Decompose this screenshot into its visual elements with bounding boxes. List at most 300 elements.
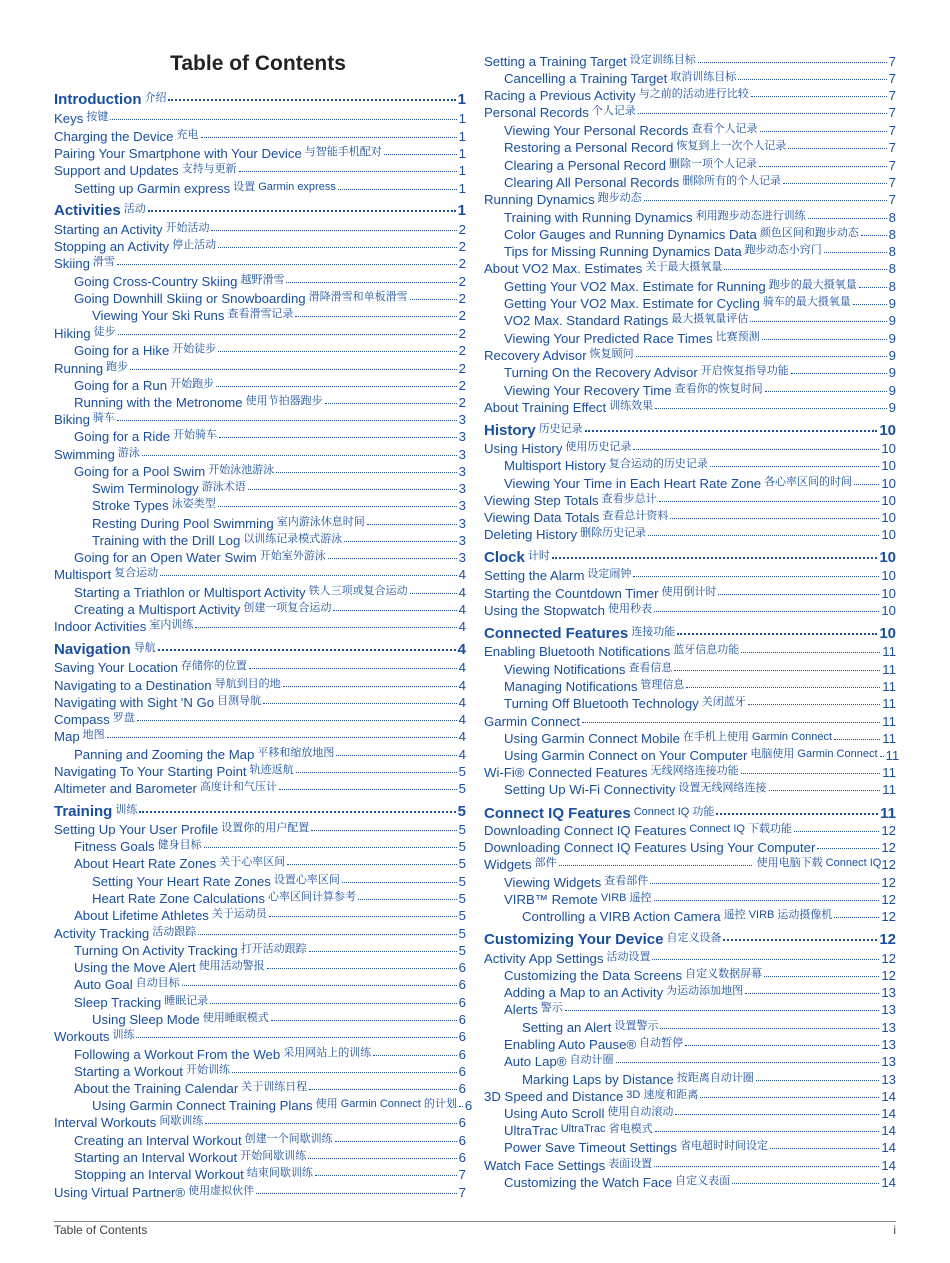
toc-entry[interactable] bbox=[484, 243, 896, 260]
toc-entry[interactable] bbox=[54, 942, 466, 959]
toc-entry-title: Navigating with Sight 'N Go bbox=[54, 695, 215, 710]
dot-leader bbox=[198, 934, 456, 935]
toc-entry[interactable] bbox=[484, 764, 896, 781]
toc-page-number: 3 bbox=[458, 481, 466, 496]
toc-entry[interactable] bbox=[484, 822, 896, 839]
toc-entry[interactable] bbox=[484, 1088, 896, 1105]
dot-leader bbox=[582, 722, 880, 723]
toc-entry[interactable] bbox=[54, 255, 466, 272]
dot-leader bbox=[644, 200, 887, 201]
toc-entry[interactable] bbox=[54, 428, 466, 445]
dot-leader bbox=[654, 900, 880, 901]
toc-page-number: 8 bbox=[888, 279, 896, 294]
toc-entry[interactable] bbox=[484, 53, 896, 70]
toc-entry[interactable] bbox=[54, 342, 466, 359]
toc-entry-title: Personal Records bbox=[484, 105, 589, 120]
dot-leader bbox=[283, 686, 457, 687]
toc-page-number: 5 bbox=[458, 874, 466, 889]
toc-entry-translation: 训练效果 bbox=[609, 400, 654, 412]
toc-entry-title: Stopping an Interval Workout bbox=[74, 1167, 244, 1182]
toc-page-number: 1 bbox=[457, 202, 466, 219]
toc-entry[interactable] bbox=[54, 480, 466, 497]
toc-entry-translation: 历史记录 bbox=[538, 423, 583, 435]
dot-leader bbox=[263, 703, 457, 704]
toc-entry[interactable] bbox=[484, 87, 896, 104]
toc-entry-title: Going for a Pool Swim bbox=[74, 464, 206, 479]
toc-entry-title: Watch Face Settings bbox=[484, 1158, 606, 1173]
toc-entry[interactable] bbox=[484, 567, 896, 584]
toc-entry[interactable] bbox=[54, 1080, 466, 1097]
toc-entry[interactable] bbox=[484, 399, 896, 416]
toc-page-number: 14 bbox=[881, 1089, 896, 1104]
toc-entry-title: Swim Terminology bbox=[92, 481, 199, 496]
toc-page-number: 6 bbox=[458, 1012, 466, 1027]
toc-entry[interactable] bbox=[484, 730, 896, 747]
toc-page-number: 11 bbox=[882, 696, 896, 711]
toc-entry[interactable] bbox=[484, 209, 896, 226]
toc-entry[interactable] bbox=[484, 602, 896, 619]
toc-entry-title: Swimming bbox=[54, 447, 115, 462]
toc-entry-title: Using the Move Alert bbox=[74, 960, 196, 975]
toc-entry[interactable] bbox=[54, 728, 466, 745]
toc-entry[interactable] bbox=[484, 104, 896, 121]
toc-page-number: 5 bbox=[458, 822, 466, 837]
toc-entry[interactable] bbox=[484, 661, 896, 678]
toc-entry[interactable] bbox=[54, 394, 466, 411]
toc-entry-title: Compass bbox=[54, 712, 110, 727]
toc-entry[interactable] bbox=[484, 157, 896, 174]
dot-leader bbox=[732, 1183, 879, 1184]
toc-section-heading[interactable] bbox=[54, 201, 466, 221]
toc-entry-title: Alerts bbox=[504, 1002, 538, 1017]
toc-page-number: 10 bbox=[881, 586, 896, 601]
toc-page-number: 5 bbox=[458, 839, 466, 854]
toc-entry[interactable] bbox=[54, 463, 466, 480]
toc-entry-title: Connect IQ Features bbox=[484, 805, 631, 822]
toc-section-heading[interactable] bbox=[484, 421, 896, 441]
toc-entry-translation: 徒步 bbox=[93, 326, 116, 338]
toc-page-number: 8 bbox=[888, 227, 896, 242]
toc-page-number: 12 bbox=[881, 909, 896, 924]
toc-entry-translation: 平移和缩放地图 bbox=[257, 747, 335, 759]
toc-section-heading[interactable] bbox=[54, 90, 466, 110]
dot-leader bbox=[638, 113, 887, 114]
toc-entry[interactable] bbox=[484, 781, 896, 798]
dot-leader bbox=[311, 830, 456, 831]
toc-entry[interactable] bbox=[484, 839, 896, 856]
toc-entry[interactable] bbox=[54, 566, 466, 583]
toc-page-number: 13 bbox=[881, 1037, 896, 1052]
toc-entry[interactable] bbox=[484, 984, 896, 1001]
toc-entry-title: Controlling a VIRB Action Camera bbox=[522, 909, 721, 924]
toc-entry-translation: 使用节拍器跑步 bbox=[245, 395, 323, 407]
toc-entry-translation: 地图 bbox=[82, 729, 105, 741]
toc-entry-translation: 活动 bbox=[123, 203, 146, 215]
toc-entry-translation: 按距离自动计圈 bbox=[676, 1072, 754, 1084]
toc-entry[interactable] bbox=[484, 678, 896, 695]
toc-entry[interactable] bbox=[484, 509, 896, 526]
dot-leader bbox=[459, 1106, 463, 1107]
toc-entry[interactable] bbox=[484, 908, 896, 925]
toc-entry[interactable] bbox=[54, 618, 466, 635]
dot-leader bbox=[117, 420, 457, 421]
toc-section-heading[interactable] bbox=[484, 930, 896, 950]
toc-entry-title: Managing Notifications bbox=[504, 679, 638, 694]
toc-entry-translation: 删除历史记录 bbox=[580, 527, 647, 539]
dot-leader bbox=[130, 369, 457, 370]
toc-entry[interactable] bbox=[484, 1001, 896, 1018]
toc-entry[interactable] bbox=[54, 549, 466, 566]
toc-entry-title: Map bbox=[54, 729, 80, 744]
toc-entry[interactable] bbox=[54, 515, 466, 532]
toc-entry[interactable] bbox=[484, 1105, 896, 1122]
toc-entry-translation: 最大摄氧量评估 bbox=[671, 313, 749, 325]
toc-entry[interactable] bbox=[54, 1046, 466, 1063]
dot-leader bbox=[718, 594, 879, 595]
toc-entry-title: Viewing Your Predicted Race Times bbox=[504, 331, 713, 346]
toc-entry[interactable] bbox=[484, 1036, 896, 1053]
dot-leader bbox=[335, 1141, 457, 1142]
toc-entry-translation: 使用虚拟伙伴 bbox=[188, 1185, 255, 1197]
toc-entry[interactable] bbox=[484, 1174, 896, 1191]
toc-entry[interactable] bbox=[484, 1122, 896, 1139]
toc-section-heading[interactable] bbox=[484, 624, 896, 644]
toc-entry[interactable] bbox=[54, 145, 466, 162]
dot-leader bbox=[633, 576, 879, 577]
toc-entry[interactable] bbox=[484, 585, 896, 602]
dot-leader bbox=[201, 137, 457, 138]
toc-entry-translation: 无线网络连接功能 bbox=[650, 765, 739, 777]
dot-leader bbox=[861, 235, 887, 236]
toc-entry[interactable] bbox=[54, 497, 466, 514]
toc-entry[interactable] bbox=[54, 873, 466, 890]
toc-entry[interactable] bbox=[484, 1053, 896, 1070]
toc-page-number: 5 bbox=[458, 908, 466, 923]
toc-entry-title: Using Garmin Connect Mobile bbox=[504, 731, 680, 746]
toc-entry[interactable] bbox=[54, 1166, 466, 1183]
dot-leader bbox=[158, 649, 456, 651]
dot-leader bbox=[139, 811, 455, 813]
dot-leader bbox=[655, 408, 886, 409]
dot-leader bbox=[764, 976, 879, 977]
toc-entry[interactable] bbox=[54, 1149, 466, 1166]
toc-entry[interactable] bbox=[54, 532, 466, 549]
toc-page-number: 2 bbox=[458, 308, 466, 323]
dot-leader bbox=[788, 148, 886, 149]
toc-entry-title: VIRB™ Remote bbox=[504, 892, 598, 907]
toc-entry-title: Keys bbox=[54, 111, 84, 126]
toc-page-number: 5 bbox=[458, 856, 466, 871]
toc-entry[interactable] bbox=[54, 994, 466, 1011]
toc-entry[interactable] bbox=[484, 70, 896, 87]
toc-page-number: 11 bbox=[882, 662, 896, 677]
dot-leader bbox=[854, 484, 879, 485]
toc-entry[interactable] bbox=[54, 677, 466, 694]
dot-leader bbox=[716, 813, 878, 815]
toc-entry-title: Customizing the Data Screens bbox=[504, 968, 683, 983]
toc-entry[interactable] bbox=[54, 855, 466, 872]
dot-leader bbox=[338, 189, 457, 190]
toc-page-number: 4 bbox=[458, 712, 466, 727]
toc-entry-translation: 警示 bbox=[540, 1002, 563, 1014]
toc-entry[interactable] bbox=[54, 838, 466, 855]
dot-leader bbox=[239, 171, 457, 172]
dot-leader bbox=[384, 154, 457, 155]
dot-leader bbox=[660, 1028, 879, 1029]
toc-entry[interactable] bbox=[54, 763, 466, 780]
toc-page-number: 7 bbox=[888, 88, 896, 103]
toc-entry[interactable] bbox=[484, 347, 896, 364]
toc-page-number: 12 bbox=[881, 875, 896, 890]
toc-entry-translation: 删除一项个人记录 bbox=[669, 158, 757, 170]
toc-entry-title: Going for a Hike bbox=[74, 343, 170, 358]
toc-entry[interactable] bbox=[484, 226, 896, 243]
toc-entry-translation: 滑降滑雪和单板滑雪 bbox=[308, 291, 408, 303]
toc-entry[interactable] bbox=[54, 360, 466, 377]
toc-entry[interactable] bbox=[54, 411, 466, 428]
toc-entry[interactable] bbox=[54, 446, 466, 463]
toc-entry[interactable] bbox=[54, 180, 466, 197]
dot-leader bbox=[168, 99, 455, 101]
toc-entry-title: Viewing Widgets bbox=[504, 875, 602, 890]
toc-entry-title: History bbox=[484, 422, 536, 439]
toc-entry[interactable] bbox=[54, 925, 466, 942]
dot-leader bbox=[232, 1072, 457, 1073]
toc-entry[interactable] bbox=[484, 1139, 896, 1156]
toc-section-heading[interactable] bbox=[54, 640, 466, 660]
toc-page-number: 10 bbox=[881, 441, 896, 456]
toc-entry-translation: 设置警示 bbox=[614, 1020, 659, 1032]
dot-leader bbox=[723, 939, 877, 941]
toc-entry-translation: 开始训练 bbox=[185, 1064, 230, 1076]
toc-page-number: 5 bbox=[457, 803, 466, 820]
dot-leader bbox=[636, 356, 887, 357]
toc-entry[interactable] bbox=[54, 890, 466, 907]
toc-entry[interactable] bbox=[484, 174, 896, 191]
toc-page-number: 7 bbox=[888, 158, 896, 173]
toc-page-number: 14 bbox=[881, 1123, 896, 1138]
dot-leader bbox=[745, 993, 879, 994]
toc-entry-translation: 开始徒步 bbox=[172, 343, 217, 355]
toc-entry[interactable] bbox=[484, 122, 896, 139]
toc-entry-translation: 关于训练日程 bbox=[241, 1081, 308, 1093]
toc-entry-translation: 目测导航 bbox=[217, 695, 262, 707]
toc-page-number: 9 bbox=[888, 400, 896, 415]
toc-page-number: 10 bbox=[881, 458, 896, 473]
toc-entry[interactable] bbox=[484, 695, 896, 712]
toc-page-number: 11 bbox=[882, 731, 896, 746]
toc-entry-translation: UltraTrac 省电模式 bbox=[560, 1123, 653, 1135]
toc-entry[interactable] bbox=[484, 492, 896, 509]
toc-entry[interactable] bbox=[484, 312, 896, 329]
dot-leader bbox=[205, 1123, 456, 1124]
toc-entry[interactable] bbox=[54, 290, 466, 307]
dot-leader bbox=[410, 299, 457, 300]
toc-entry-translation: 介绍 bbox=[144, 92, 167, 104]
dot-leader bbox=[373, 1055, 456, 1056]
toc-page-number: 9 bbox=[888, 365, 896, 380]
dot-leader bbox=[204, 847, 457, 848]
toc-entry-title: Downloading Connect IQ Features bbox=[484, 823, 687, 838]
toc-entry[interactable] bbox=[54, 1132, 466, 1149]
toc-entry-translation: 查看个人记录 bbox=[691, 123, 758, 135]
toc-entry-translation: 删除所有的个人记录 bbox=[682, 175, 782, 187]
toc-page-number: 10 bbox=[881, 603, 896, 618]
toc-page-number: 8 bbox=[888, 244, 896, 259]
toc-entry-translation: 设置 Garmin express bbox=[233, 181, 336, 193]
toc-page-number: 14 bbox=[881, 1106, 896, 1121]
toc-entry-translation: 比赛预测 bbox=[715, 331, 760, 343]
toc-entry[interactable] bbox=[54, 659, 466, 676]
toc-section-heading[interactable] bbox=[484, 548, 896, 568]
toc-entry[interactable] bbox=[484, 643, 896, 660]
toc-entry[interactable] bbox=[54, 584, 466, 601]
toc-entry[interactable] bbox=[54, 238, 466, 255]
toc-entry[interactable] bbox=[54, 694, 466, 711]
toc-page-number: 10 bbox=[881, 476, 896, 491]
toc-entry-title: Customizing the Watch Face bbox=[504, 1175, 673, 1190]
toc-entry[interactable] bbox=[484, 457, 896, 474]
dot-leader bbox=[267, 968, 457, 969]
toc-entry-title: Connected Features bbox=[484, 625, 629, 642]
dot-leader bbox=[286, 282, 456, 283]
dot-leader bbox=[751, 96, 887, 97]
toc-entry[interactable] bbox=[54, 377, 466, 394]
toc-page-number: 7 bbox=[888, 123, 896, 138]
toc-entry-title: Running with the Metronome bbox=[74, 395, 243, 410]
toc-entry[interactable] bbox=[484, 440, 896, 457]
toc-page-number: 7 bbox=[888, 54, 896, 69]
toc-entry[interactable] bbox=[54, 1028, 466, 1045]
toc-entry[interactable] bbox=[54, 273, 466, 290]
toc-entry[interactable] bbox=[484, 139, 896, 156]
toc-entry-translation: 活动设置 bbox=[606, 951, 651, 963]
toc-entry-title: Clock bbox=[484, 549, 525, 566]
toc-entry[interactable] bbox=[54, 1063, 466, 1080]
toc-page-number: 6 bbox=[458, 995, 466, 1010]
toc-entry-translation: 使用电脑下载 Connect IQ bbox=[756, 857, 882, 869]
toc-entry[interactable] bbox=[54, 325, 466, 342]
toc-entry[interactable] bbox=[54, 221, 466, 238]
toc-section-heading[interactable] bbox=[54, 802, 466, 822]
toc-page-number: 4 bbox=[458, 619, 466, 634]
toc-page-number: 2 bbox=[458, 291, 466, 306]
toc-entry[interactable] bbox=[484, 856, 896, 873]
toc-entry[interactable] bbox=[484, 382, 896, 399]
toc-entry[interactable] bbox=[484, 1071, 896, 1088]
toc-entry[interactable] bbox=[54, 711, 466, 728]
toc-entry[interactable] bbox=[54, 1097, 473, 1114]
footer-divider bbox=[54, 1221, 896, 1222]
footer-page-number: i bbox=[893, 1223, 896, 1237]
toc-entry[interactable] bbox=[54, 780, 466, 797]
dot-leader bbox=[110, 119, 456, 120]
toc-entry-title: Viewing Your Personal Records bbox=[504, 123, 689, 138]
toc-page-number: 13 bbox=[881, 1054, 896, 1069]
toc-entry[interactable] bbox=[484, 191, 896, 208]
toc-entry[interactable] bbox=[484, 295, 896, 312]
toc-entry-title: Adding a Map to an Activity bbox=[504, 985, 664, 1000]
toc-entry[interactable] bbox=[54, 162, 466, 179]
toc-entry-translation: 在手机上使用 Garmin Connect bbox=[682, 731, 833, 743]
toc-page-number: 6 bbox=[458, 1029, 466, 1044]
toc-entry[interactable] bbox=[484, 260, 896, 277]
toc-page-number: 12 bbox=[881, 857, 896, 872]
toc-entry[interactable] bbox=[54, 1184, 466, 1201]
dot-leader bbox=[271, 1020, 457, 1021]
toc-entry[interactable] bbox=[54, 821, 466, 838]
toc-entry-translation: 创建一个间歇训练 bbox=[244, 1133, 333, 1145]
dot-leader bbox=[295, 316, 456, 317]
toc-entry-translation: 使用秒表 bbox=[607, 603, 652, 615]
toc-entry[interactable] bbox=[54, 307, 466, 324]
toc-entry[interactable] bbox=[54, 110, 466, 127]
toc-entry[interactable] bbox=[484, 713, 896, 730]
toc-entry[interactable] bbox=[484, 278, 896, 295]
toc-entry[interactable] bbox=[484, 475, 896, 492]
toc-entry-title: Auto Lap® bbox=[504, 1054, 567, 1069]
toc-page-number: 11 bbox=[882, 679, 896, 694]
toc-entry[interactable] bbox=[484, 330, 896, 347]
toc-entry-translation: 支持与更新 bbox=[181, 163, 237, 175]
toc-entry[interactable] bbox=[484, 891, 896, 908]
toc-entry-title: Restoring a Personal Record bbox=[504, 140, 674, 155]
toc-entry-translation: 创建一项复合运动 bbox=[243, 602, 332, 614]
toc-entry[interactable] bbox=[54, 1011, 466, 1028]
toc-entry[interactable] bbox=[484, 364, 896, 381]
toc-entry-title: Color Gauges and Running Dynamics Data bbox=[504, 227, 757, 242]
toc-entry-title: Altimeter and Barometer bbox=[54, 781, 197, 796]
toc-entry-title: Starting a Triathlon or Multisport Activity bbox=[74, 585, 306, 600]
toc-entry-translation: 电脑使用 Garmin Connect bbox=[750, 748, 878, 760]
toc-entry[interactable] bbox=[484, 874, 896, 891]
toc-entry-title: Deleting History bbox=[484, 527, 578, 542]
toc-entry[interactable] bbox=[484, 950, 896, 967]
toc-entry[interactable] bbox=[54, 959, 466, 976]
toc-entry[interactable] bbox=[484, 1019, 896, 1036]
toc-entry-translation: 间歇训练 bbox=[159, 1115, 204, 1127]
toc-page-number: 4 bbox=[458, 678, 466, 693]
toc-entry[interactable] bbox=[484, 526, 896, 543]
dot-leader bbox=[210, 1003, 456, 1004]
toc-entry[interactable] bbox=[54, 128, 466, 145]
toc-entry[interactable] bbox=[54, 976, 466, 993]
toc-entry[interactable] bbox=[484, 747, 900, 764]
toc-entry[interactable] bbox=[484, 967, 896, 984]
dot-leader bbox=[218, 506, 457, 507]
toc-entry[interactable] bbox=[54, 601, 466, 618]
toc-entry[interactable] bbox=[54, 907, 466, 924]
dot-leader bbox=[824, 252, 887, 253]
dot-leader bbox=[648, 535, 879, 536]
toc-entry-translation: 使用倒计时 bbox=[661, 586, 717, 598]
toc-page-number: 12 bbox=[881, 968, 896, 983]
toc-entry-title: Interval Workouts bbox=[54, 1115, 157, 1130]
toc-entry-translation: 恢复顾问 bbox=[589, 348, 634, 360]
toc-entry-translation: 睡眠记录 bbox=[164, 995, 209, 1007]
toc-entry-translation: 利用跑步动态进行训练 bbox=[695, 210, 806, 222]
dot-leader bbox=[670, 518, 879, 519]
toc-entry[interactable] bbox=[54, 746, 466, 763]
toc-entry-title: Using the Stopwatch bbox=[484, 603, 605, 618]
toc-entry-translation: 充电 bbox=[176, 129, 199, 141]
toc-entry[interactable] bbox=[54, 1114, 466, 1131]
toc-page-number: 14 bbox=[881, 1175, 896, 1190]
toc-entry[interactable] bbox=[484, 1157, 896, 1174]
toc-page-number: 6 bbox=[458, 977, 466, 992]
toc-entry-translation: 游泳术语 bbox=[201, 481, 246, 493]
toc-entry-title: Setting Up Wi-Fi Connectivity bbox=[504, 782, 676, 797]
